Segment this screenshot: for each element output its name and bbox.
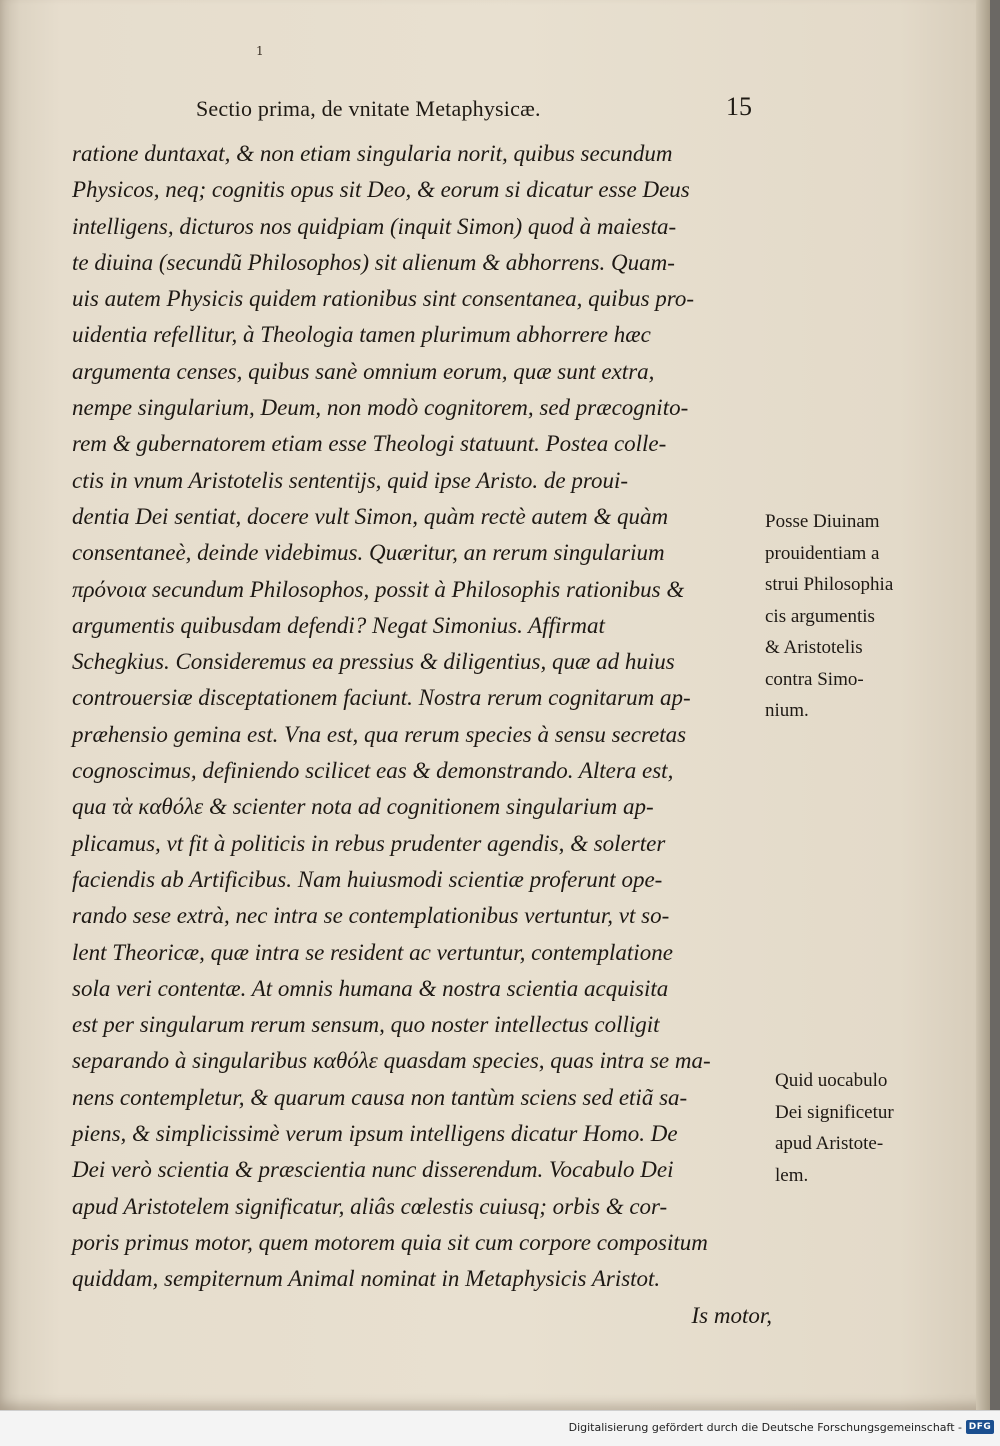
- marginal-line: nium.: [765, 700, 809, 721]
- text-line: πρόνοια secundum Philosophos, possit à Philosophis rationibus &: [72, 576, 685, 602]
- text-line: poris primus motor, quem motorem quia sit cum corpore compositum: [72, 1229, 708, 1255]
- catchword: Is motor,: [691, 1302, 772, 1328]
- text-line: rem & gubernatorem etiam esse Theologi statuunt. Postea colle-: [72, 431, 667, 457]
- text-line: dentia Dei sentiat, docere vult Simon, quàm rectè autem & quàm: [72, 503, 669, 529]
- text-line: piens, & simplicissimè verum ipsum intelligens dicatur Homo. De: [72, 1121, 678, 1147]
- text-line: Schegkius. Consideremus ea pressius & diligentius, quæ ad huius: [72, 649, 675, 675]
- body-text: [72, 136, 772, 1334]
- text-line: apud Aristotelem significatur, aliâs cœlestis cuiusq; orbis & cor-: [72, 1193, 668, 1219]
- text-line: ratione duntaxat, & non etiam singularia norit, quibus secundum: [72, 141, 673, 166]
- text-line: nens contempletur, & quarum causa non tantùm sciens sed etiã sa-: [72, 1084, 688, 1110]
- text-line: cognoscimus, definiendo scilicet eas & demonstrando. Altera est,: [72, 758, 674, 784]
- marginal-line: prouidentiam a: [765, 542, 880, 564]
- text-line: Physicos, neq; cognitis opus sit Deo, & eorum si dicatur esse Deus: [72, 177, 690, 203]
- funding-notice: Digitalisierung gefördert durch die Deutsche Forschungsgemeinschaft -: [568, 1421, 962, 1434]
- marginal-line: cis argumentis: [765, 605, 875, 627]
- dfg-logo[interactable]: DFG: [966, 1420, 994, 1434]
- marginal-note-providence: [765, 506, 893, 727]
- page-header: [196, 92, 756, 130]
- marginal-line: Quid uocabulo: [775, 1070, 888, 1091]
- text-line: separando à singularibus καθόλε quasdam species, quas intra se ma-: [72, 1048, 711, 1074]
- text-line: argumenta censes, quibus sanè omnium eorum, quæ sunt extra,: [72, 358, 655, 384]
- viewer-footer: [0, 1410, 1000, 1446]
- text-line: te diuina (secundũ Philosophos) sit alienum & abhorrens. Quam-: [72, 249, 675, 275]
- running-head: Sectio prima, de vnitate Metaphysicæ.: [196, 96, 541, 121]
- text-line: ctis in vnum Aristotelis sententijs, quid ipse Aristo. de proui-: [72, 467, 629, 493]
- page-edge: [976, 0, 990, 1410]
- text-line: uidentia refellitur, à Theologia tamen plurimum abhorrere hæc: [72, 322, 651, 348]
- top-mark: 1: [256, 44, 264, 58]
- page-number: 15: [726, 92, 752, 121]
- marginal-line: & Aristotelis: [765, 637, 863, 658]
- text-line: rando sese extrà, nec intra se contemplationibus vertuntur, vt so-: [72, 903, 670, 929]
- text-line: controuersiæ disceptationem faciunt. Nostra rerum cognitarum ap-: [72, 685, 691, 711]
- text-line: est per singularum rerum sensum, quo noster intellectus colligit: [72, 1012, 660, 1038]
- text-line: uis autem Physicis quidem rationibus sint consentanea, quibus pro-: [72, 286, 695, 312]
- text-line: sola veri contentæ. At omnis humana & nostra scientia acquisita: [72, 975, 669, 1001]
- text-line: præhensio gemina est. Vna est, qua rerum species à sensu secretas: [72, 721, 687, 747]
- text-line: argumentis quibusdam defendi? Negat Simonius. Affirmat: [72, 612, 605, 638]
- text-line: faciendis ab Artificibus. Nam huiusmodi scientiæ proferunt ope-: [72, 866, 663, 892]
- text-line: lent Theoricæ, quæ intra se resident ac vertuntur, contemplatione: [72, 939, 673, 965]
- marginal-line: Dei significetur: [775, 1101, 894, 1123]
- marginal-note-vocabulo-dei: [775, 1065, 894, 1191]
- marginal-line: lem.: [775, 1164, 809, 1186]
- marginal-line: contra Simo-: [765, 668, 864, 690]
- marginal-line: apud Aristote-: [775, 1133, 884, 1154]
- text-line: qua τὰ καθόλε & scienter nota ad cognitionem singularium ap-: [72, 794, 654, 820]
- marginal-line: strui Philosophia: [765, 574, 894, 595]
- text-line: consentaneè, deinde videbimus. Quæritur, an rerum singularium: [72, 540, 665, 566]
- text-line: nempe singularium, Deum, non modò cognitorem, sed præcognito-: [72, 395, 689, 421]
- text-line: intelligens, dicturos nos quidpiam (inquit Simon) quod à maiesta-: [72, 213, 677, 239]
- marginal-line: Posse Diuinam: [765, 511, 880, 532]
- text-line: quiddam, sempiternum Animal nominat in Metaphysicis Aristot.: [72, 1266, 661, 1292]
- text-line: plicamus, vt fit à politicis in rebus prudenter agendis, & solerter: [72, 830, 666, 856]
- text-line: Dei verò scientia & præscientia nunc disserendum. Vocabulo Dei: [72, 1157, 674, 1183]
